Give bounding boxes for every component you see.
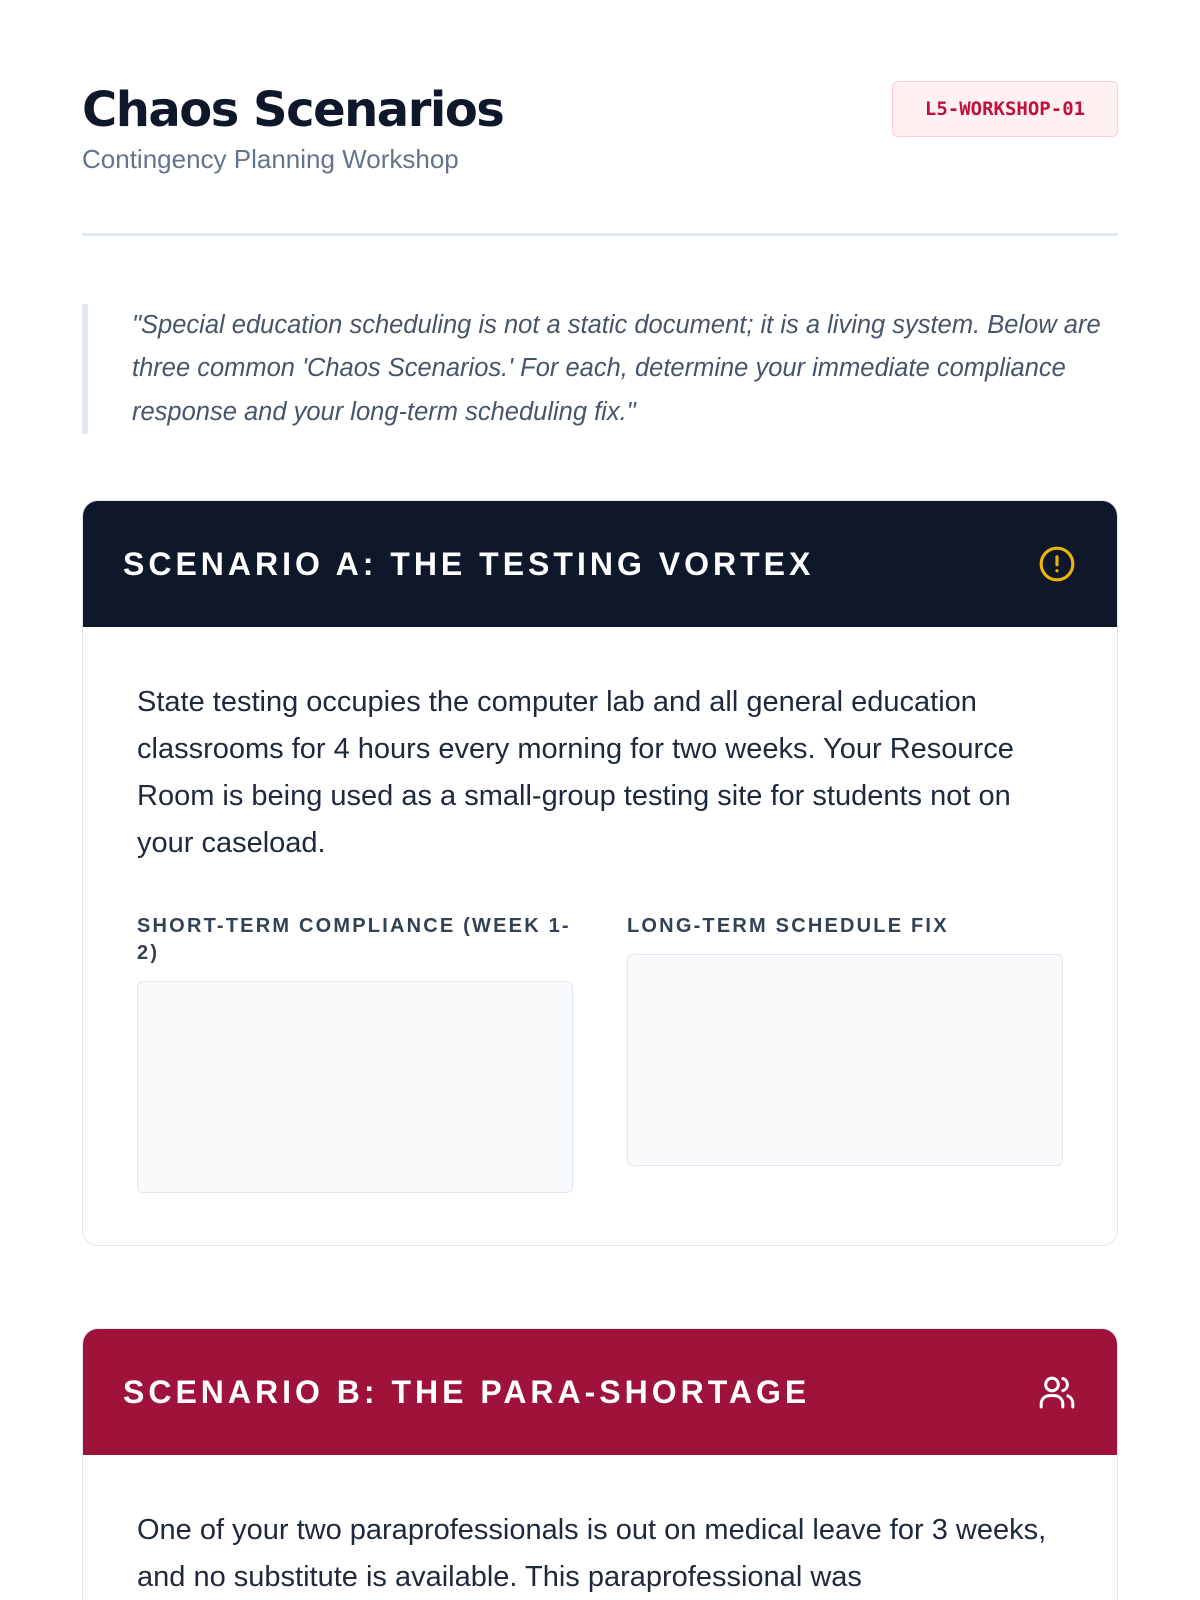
long-term-label: LONG-TERM SCHEDULE FIX xyxy=(627,915,949,937)
scenario-description-b: One of your two paraprofessionals is out on medical leave for 3 weeks, and no substitute is available. This paraprofessional was xyxy=(137,1514,1047,1593)
scenario-description-a: State testing occupies the computer lab and all general education classrooms for 4 hours every morning for two weeks. Your Resource Room is being used as a small-group testing site for students not on your caseload. xyxy=(137,686,1014,859)
scenario-title-a: SCENARIO A: THE TESTING VORTEX xyxy=(123,545,815,582)
intro-quote xyxy=(82,304,1118,434)
scenario-header-a xyxy=(83,501,1117,627)
intro-quote-text: "Special education scheduling is not a static document; it is a living system. Below are three common 'Chaos Scenarios.' For each, determine your immediate compliance response and your long-term scheduling fix." xyxy=(132,310,1101,426)
scenario-header-b xyxy=(83,1329,1117,1455)
short-term-response-field[interactable] xyxy=(137,981,573,1193)
long-term-response-field[interactable] xyxy=(627,954,1063,1166)
users-icon xyxy=(1037,1372,1077,1412)
scenario-card-a xyxy=(82,500,1118,1246)
long-term-column xyxy=(627,913,1063,1193)
scenario-title-b: SCENARIO B: THE PARA-SHORTAGE xyxy=(123,1373,811,1410)
scenario-body-b xyxy=(83,1455,1117,1600)
scenario-body-a xyxy=(83,627,1117,1245)
page-title: Chaos Scenarios xyxy=(82,82,504,138)
workshop-code-badge: L5-WORKSHOP-01 xyxy=(892,81,1118,137)
alert-circle-icon xyxy=(1037,544,1077,584)
short-term-label: SHORT-TERM COMPLIANCE (WEEK 1-2) xyxy=(137,915,571,964)
scenario-card-b xyxy=(82,1328,1118,1600)
page-header xyxy=(82,0,1118,236)
page-subtitle: Contingency Planning Workshop xyxy=(82,144,459,174)
short-term-column xyxy=(137,913,573,1193)
response-fields-a xyxy=(137,913,1063,1193)
